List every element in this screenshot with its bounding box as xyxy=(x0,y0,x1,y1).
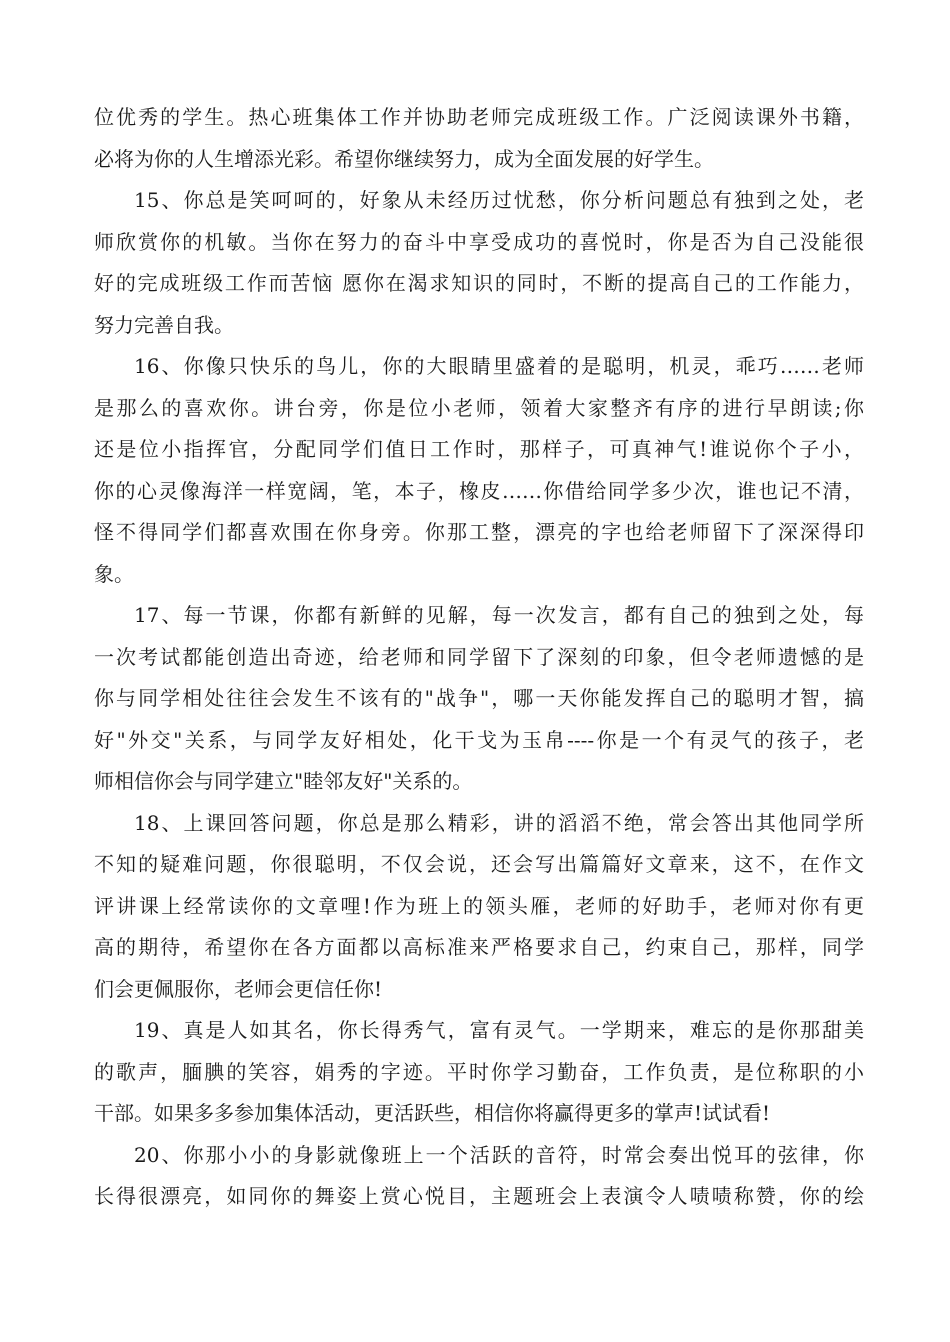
text-line: 高的期待，希望你在各方面都以高标准来严格要求自己，约束自己，那样，同学 xyxy=(94,935,864,959)
document-page xyxy=(94,97,874,1218)
text-line: 们会更佩服你，老师会更信任你! xyxy=(94,976,383,1001)
text-line: 不知的疑难问题，你很聪明，不仅会说，还会写出篇篇好文章来，这不，在作文 xyxy=(94,852,864,876)
text-line: 19、真是人如其名，你长得秀气，富有灵气。一学期来，难忘的是你那甜美 xyxy=(134,1018,864,1042)
text-line: 17、每一节课，你都有新鲜的见解，每一次发言，都有自己的独到之处，每 xyxy=(134,603,864,627)
text-line: 还是位小指挥官，分配同学们值日工作时，那样子，可真神气!谁说你个子小， xyxy=(94,437,864,461)
text-line: 位优秀的学生。热心班集体工作并协助老师完成班级工作。广泛阅读课外书籍， xyxy=(94,105,864,129)
paragraph-15 xyxy=(94,180,874,346)
text-line: 干部。如果多多参加集体活动，更活跃些，相信你将赢得更多的掌声!试试看! xyxy=(94,1101,771,1125)
text-line: 15、你总是笑呵呵的，好象从未经历过忧愁，你分析问题总有独到之处，老 xyxy=(134,188,864,212)
text-line: 师欣赏你的机敏。当你在努力的奋斗中享受成功的喜悦时，你是否为自己没能很 xyxy=(94,229,864,254)
text-line: 评讲课上经常读你的文章哩!作为班上的领头雁，老师的好助手，老师对你有更 xyxy=(94,893,864,918)
paragraph-19 xyxy=(94,1010,874,1135)
paragraph-16 xyxy=(94,346,874,595)
text-line: 是那么的喜欢你。讲台旁，你是位小老师，领着大家整齐有序的进行早朗读;你 xyxy=(94,395,864,420)
text-line: 努力完善自我。 xyxy=(94,312,234,337)
text-line: 长得很漂亮，如同你的舞姿上赏心悦目，主题班会上表演令人啧啧称赞，你的绘 xyxy=(94,1184,864,1208)
text-line: 师相信你会与同学建立"睦邻友好"关系的。 xyxy=(94,769,473,793)
text-line: 16、你像只快乐的鸟儿，你的大眼睛里盛着的是聪明，机灵，乖巧……老师 xyxy=(134,354,864,378)
text-line: 象。 xyxy=(94,561,134,586)
paragraph-18 xyxy=(94,803,874,1011)
text-line: 你与同学相处往往会发生不该有的"战争"，哪一天你能发挥自己的聪明才智，搞 xyxy=(94,686,864,710)
paragraph-17 xyxy=(94,595,874,803)
text-line: 好的完成班级工作而苦恼 愿你在渴求知识的同时，不断的提高自己的工作能力， xyxy=(94,271,864,295)
text-line: 一次考试都能创造出奇迹，给老师和同学留下了深刻的印象，但令老师遗憾的是 xyxy=(94,644,864,669)
text-line: 必将为你的人生增添光彩。希望你继续努力，成为全面发展的好学生。 xyxy=(94,146,714,171)
text-line: 怪不得同学们都喜欢围在你身旁。你那工整，漂亮的字也给老师留下了深深得印 xyxy=(94,520,864,544)
text-line: 的歌声，腼腆的笑容，娟秀的字迹。平时你学习勤奋，工作负责，是位称职的小 xyxy=(94,1059,864,1084)
text-line: 好"外交"关系，与同学友好相处，化干戈为玉帛----你是一个有灵气的孩子，老 xyxy=(94,727,864,752)
text-line: 20、你那小小的身影就像班上一个活跃的音符，时常会奏出悦耳的弦律，你 xyxy=(134,1142,864,1167)
paragraph-14-tail xyxy=(94,97,874,180)
paragraph-20 xyxy=(94,1135,874,1218)
text-line: 18、上课回答问题，你总是那么精彩，讲的滔滔不绝，常会答出其他同学所 xyxy=(134,810,864,835)
text-line: 你的心灵像海洋一样宽阔，笔，本子，橡皮……你借给同学多少次，谁也记不清， xyxy=(94,478,864,503)
